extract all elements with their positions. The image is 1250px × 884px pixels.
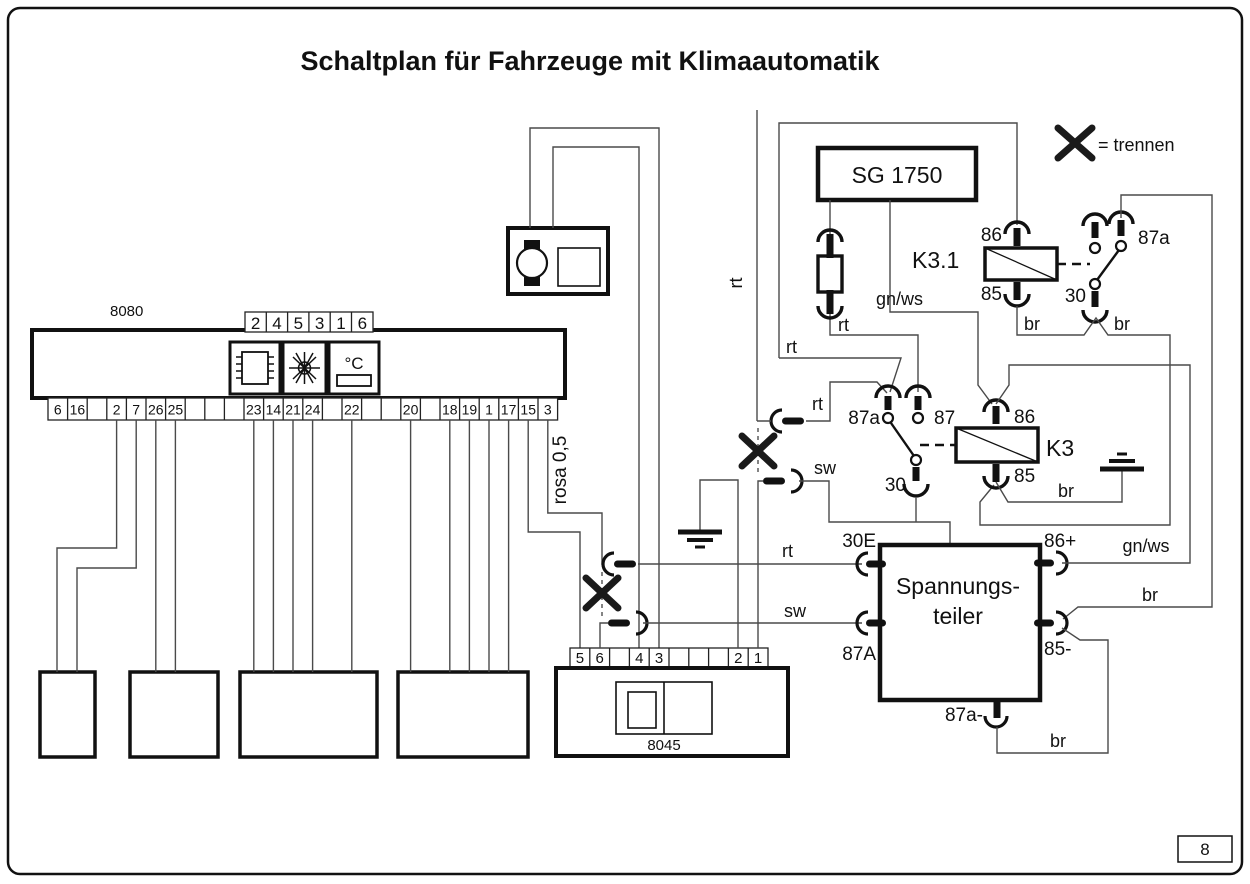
- terminal-pin-icon: [1014, 228, 1021, 246]
- wire-label-rt: rt: [726, 277, 746, 289]
- wire-gnws-86plus-to-k3-86: [996, 365, 1190, 563]
- bottom-pin: 21: [285, 401, 301, 418]
- terminal-pin-icon: [915, 396, 922, 410]
- bottom-pin: 14: [265, 401, 282, 418]
- terminal-arc-icon: [904, 484, 928, 496]
- unit-8045-pin-row: [570, 648, 768, 668]
- wire-label-rt: rt: [782, 541, 793, 561]
- sg1750-label: SG 1750: [851, 162, 943, 188]
- terminal-label-87: 87: [934, 408, 956, 429]
- unit-8080-top-pin-row: [245, 312, 373, 333]
- component-box-4: [398, 672, 528, 757]
- contact-circle: [911, 455, 921, 465]
- bottom-pin: 19: [461, 401, 478, 418]
- terminal-pin-icon: [1092, 291, 1099, 307]
- wire-label-rt: rt: [786, 337, 797, 357]
- connector-pin-icon: [614, 561, 636, 568]
- contact-circle: [1090, 279, 1100, 289]
- terminal-label-86plus: 86+: [1044, 531, 1077, 552]
- bottom-pin: 7: [132, 401, 141, 418]
- connector-pin-icon: [608, 620, 630, 627]
- wire-label-rosa: rosa 0,5: [550, 435, 571, 505]
- wire-label-br: br: [1057, 481, 1075, 501]
- terminal-label-87a: 87a: [848, 408, 880, 429]
- wire-label-rt: rt: [812, 394, 823, 414]
- wire-label-rt: rt: [838, 315, 849, 335]
- legend: [1058, 128, 1175, 158]
- relay-k31-label: K3.1: [912, 247, 960, 273]
- wire-label-gnws: gn/ws: [1122, 536, 1170, 556]
- component-box-1: [40, 672, 95, 757]
- spannungsteiler-unit: [842, 531, 1076, 727]
- bottom-pin: 18: [442, 401, 458, 418]
- wire-label-br: br: [1023, 314, 1041, 334]
- fuse-icon: [818, 230, 842, 318]
- pin-8045: 2: [734, 650, 743, 667]
- connector-unit-8045: [556, 648, 788, 756]
- contact-circle: [883, 413, 893, 423]
- terminal-pin-icon: [866, 620, 886, 627]
- contact-circle: [1090, 243, 1100, 253]
- ground-icon: [1100, 454, 1144, 469]
- relay-k31: [912, 212, 1170, 322]
- pin-8045: 5: [575, 650, 585, 667]
- control-unit-8080: [32, 303, 565, 420]
- bottom-pin: 25: [167, 401, 184, 418]
- bottom-pin: 17: [500, 401, 517, 418]
- connector-socket-icon: [603, 553, 614, 575]
- unit-8045-label: 8045: [647, 737, 681, 754]
- bottom-pin: 20: [402, 401, 419, 418]
- connector-pin-icon: [763, 478, 785, 485]
- wire-br-k31-to-k3-85: [980, 306, 1170, 525]
- terminal-pin-icon: [885, 396, 892, 410]
- wire-label-gnws: gn/ws: [876, 289, 924, 309]
- terminal-pin-icon: [1118, 220, 1125, 236]
- wire-8080-to-box4: [411, 420, 509, 672]
- terminal-label-85minus: 85-: [1044, 639, 1072, 660]
- terminal-label-87a: 87a: [1138, 228, 1170, 249]
- terminal-pin-icon: [1034, 560, 1054, 567]
- pin-8045: 1: [753, 650, 763, 667]
- top-pin: 6: [357, 314, 368, 333]
- relay-coil-diagonal: [985, 248, 1057, 280]
- bottom-pin: 24: [304, 401, 321, 418]
- terminal-label-85: 85: [980, 284, 1002, 305]
- terminal-pin-icon: [1014, 282, 1021, 300]
- wire-8045pin6-to-connector: [600, 623, 608, 648]
- switch-blade: [1097, 250, 1119, 280]
- control-module-sg1750: [818, 148, 976, 200]
- fan-icon: [283, 342, 326, 394]
- terminal-label-30: 30: [884, 475, 906, 496]
- wire-label-br: br: [1113, 314, 1131, 334]
- unit-8080-box: [32, 330, 565, 398]
- terminal-label-30: 30: [1064, 286, 1086, 307]
- disconnect-x-icon: [1058, 128, 1092, 158]
- relay-coil-diagonal: [956, 428, 1038, 462]
- wire-label-br: br: [1049, 731, 1067, 751]
- temperature-icon: [329, 342, 379, 394]
- bottom-pin: 2: [112, 401, 121, 418]
- pin-8045: 4: [635, 650, 644, 667]
- relay-k3-label: K3: [1046, 435, 1075, 461]
- connector-socket-icon: [771, 410, 782, 432]
- unit-8080-bottom-pin-row: [48, 398, 558, 420]
- disconnect-point-2: [742, 410, 804, 492]
- terminal-label-85: 85: [1014, 466, 1036, 487]
- component-box-2: [130, 672, 218, 757]
- terminal-label-87A: 87A: [842, 644, 876, 665]
- spannungsteiler-name-2: teiler: [933, 603, 983, 629]
- unit-8080-label: 8080: [110, 303, 144, 320]
- terminal-pin-icon: [1092, 222, 1099, 238]
- connector-icon: [616, 682, 712, 734]
- top-pin: 3: [314, 314, 325, 333]
- wire-8080-to-box1: [57, 420, 136, 672]
- temperature-icon-text: °C: [344, 354, 364, 373]
- display-icon: [558, 248, 600, 286]
- terminal-pin-icon: [994, 700, 1001, 718]
- ic-chip-icon: [230, 342, 280, 394]
- terminal-pin-icon: [1034, 620, 1054, 627]
- bottom-pin: 22: [344, 401, 360, 418]
- page-number: [1178, 836, 1232, 862]
- terminal-label-87aminus: 87a-: [944, 705, 983, 726]
- connector-pin-icon: [782, 418, 804, 425]
- spannungsteiler-name-1: Spannungs-: [895, 573, 1021, 599]
- terminal-pin-icon: [913, 467, 920, 481]
- switch-blade: [891, 423, 914, 456]
- terminal-label-30E: 30E: [842, 531, 876, 552]
- wire-label-sw: sw: [814, 458, 836, 478]
- terminal-pin-icon: [993, 406, 1000, 424]
- top-pin: 2: [250, 314, 261, 333]
- bottom-pin: 23: [246, 401, 262, 418]
- motor-unit: [508, 228, 608, 294]
- component-box-3: [240, 672, 377, 757]
- contact-circle: [913, 413, 923, 423]
- contact-circle: [1116, 241, 1126, 251]
- pin-8045: 3: [654, 650, 664, 667]
- page-title: Schaltplan für Fahrzeuge mit Klimaautomatik: [300, 46, 880, 76]
- wire-motor-loops-to-8045: [530, 128, 659, 648]
- ground-icon: [678, 532, 722, 547]
- top-pin: 4: [272, 314, 282, 333]
- terminal-label-86: 86: [980, 225, 1002, 246]
- wire-8080-to-box2: [156, 420, 176, 672]
- pin-8045: 6: [595, 650, 604, 667]
- bottom-pin: 16: [69, 401, 86, 418]
- bottom-pin: 6: [53, 401, 62, 418]
- terminal-pin-icon: [993, 464, 1000, 482]
- wire-label-sw: sw: [784, 601, 806, 621]
- legend-text: = trennen: [1098, 135, 1175, 155]
- wire-label-br: br: [1141, 585, 1159, 605]
- top-pin: 1: [336, 314, 346, 333]
- wire-8080-to-box3: [254, 420, 352, 672]
- bottom-pin: 26: [148, 401, 164, 418]
- top-pin: 5: [293, 314, 304, 333]
- terminal-pin-icon: [866, 561, 886, 568]
- terminal-label-86: 86: [1014, 407, 1036, 428]
- page-number-text: 8: [1200, 840, 1210, 859]
- bottom-pin: 3: [543, 401, 552, 418]
- bottom-pin: 1: [485, 401, 493, 418]
- relay-k3: [848, 386, 1074, 496]
- bottom-pin: 15: [520, 401, 536, 418]
- disconnect-point-1: [586, 553, 647, 634]
- motor-icon: [517, 240, 547, 286]
